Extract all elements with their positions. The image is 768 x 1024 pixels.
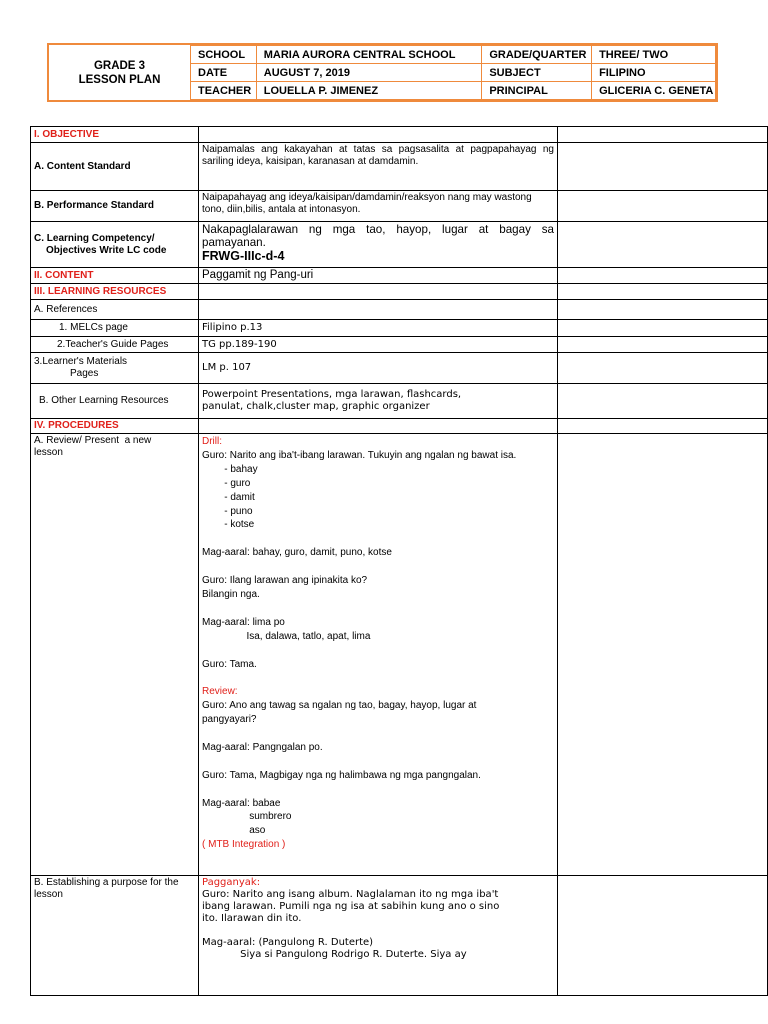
empty-cell — [558, 337, 768, 353]
empty-cell — [199, 284, 558, 300]
text-line: ito. Ilarawan din ito. — [202, 913, 302, 924]
content-standard-label: A. Content Standard — [31, 143, 199, 191]
grade-quarter-label: GRADE/QUARTER — [482, 46, 592, 64]
text-line — [202, 602, 554, 616]
table-row — [31, 222, 768, 268]
table-row — [31, 876, 768, 996]
review-label-line: A. Review/ Present a new — [34, 435, 152, 446]
table-row — [31, 434, 768, 876]
review-cell — [199, 434, 558, 876]
drill-label: Drill: — [202, 436, 222, 447]
text-line: - damit — [202, 491, 255, 503]
text-line: Mag-aaral: (Pangulong R. Duterte) — [202, 937, 374, 948]
empty-cell — [558, 320, 768, 337]
lc-code: FRWG-IIIc-d-4 — [202, 249, 285, 263]
content-standard-text: Naipamalas ang kakayahan at tatas sa pagsasalita at pagpapahayag ng sariling ideya, kaisipan, karanasan at damdamin. — [199, 143, 558, 191]
text-line: Bilangin nga. — [202, 588, 260, 600]
table-row — [31, 353, 768, 384]
empty-cell — [558, 222, 768, 268]
text-line — [202, 925, 554, 937]
teacher-value: LOUELLA P. JIMENEZ — [256, 82, 482, 100]
review-heading: Review: — [202, 686, 238, 698]
header-row — [191, 46, 716, 64]
content-value: Paggamit ng Pang-uri — [199, 268, 558, 284]
table-row — [31, 419, 768, 434]
text-line: Siya si Pangulong Rodrigo R. Duterte. Siya ay — [202, 949, 467, 960]
text-line — [202, 644, 554, 658]
other-resources-line: panulat, chalk,cluster map, graphic organizer — [202, 401, 430, 412]
lm-label — [31, 353, 199, 384]
table-row — [31, 191, 768, 222]
table-row — [31, 143, 768, 191]
teacher-label: TEACHER — [191, 82, 257, 100]
principal-label: PRINCIPAL — [482, 82, 592, 100]
resources-heading: III. LEARNING RESOURCES — [31, 284, 199, 300]
other-resources-label: B. Other Learning Resources — [31, 384, 199, 419]
mtb-integration: ( MTB Integration ) — [202, 839, 286, 851]
text-line: - puno — [202, 505, 253, 517]
text-line: aso — [202, 825, 266, 837]
melcs-label: 1. MELCs page — [31, 320, 199, 337]
tg-label: 2.Teacher's Guide Pages — [31, 337, 199, 353]
empty-cell — [199, 127, 558, 143]
text-line: Mag-aaral: lima po — [202, 616, 285, 628]
competency-label-line: C. Learning Competency/ — [34, 232, 155, 244]
competency-label-line: Objectives Write LC code — [46, 244, 167, 256]
performance-standard-label: B. Performance Standard — [31, 191, 199, 222]
text-line: Guro: Tama, Magbigay nga ng halimbawa ng mga pangngalan. — [202, 769, 481, 781]
header-info-table — [190, 45, 716, 100]
text-line: Mag-aaral: bahay, guro, damit, puno, kotse — [202, 547, 392, 559]
objective-heading: I. OBJECTIVE — [31, 127, 199, 143]
review-label-line: lesson — [34, 447, 63, 458]
lesson-plan-header — [47, 43, 718, 102]
date-value: AUGUST 7, 2019 — [256, 64, 482, 82]
empty-cell — [558, 143, 768, 191]
review-label — [31, 434, 199, 876]
empty-cell — [558, 419, 768, 434]
text-line: Mag-aaral: Pangngalan po. — [202, 741, 323, 753]
text-line: ibang larawan. Pumili nga ng isa at sabihin kung ano o sino — [202, 901, 500, 912]
text-line — [202, 560, 554, 574]
empty-cell — [558, 191, 768, 222]
other-resources-line: Powerpoint Presentations, mga larawan, flashcards, — [202, 389, 462, 400]
header-row — [191, 82, 716, 100]
empty-cell — [199, 300, 558, 320]
competency-label — [31, 222, 199, 268]
empty-cell — [558, 284, 768, 300]
grade-title — [49, 45, 190, 100]
table-row — [31, 268, 768, 284]
empty-cell — [558, 300, 768, 320]
text-line: Isa, dalawa, tatlo, apat, lima — [202, 630, 371, 642]
purpose-label-line: lesson — [34, 889, 63, 900]
text-line: Guro: Ilang larawan ang ipinakita ko? — [202, 575, 368, 587]
school-value: MARIA AURORA CENTRAL SCHOOL — [256, 46, 482, 64]
other-resources-value — [199, 384, 558, 419]
competency-text: Nakapaglalarawan ng mga tao, hayop, lugar at bagay sa pamayanan. — [202, 223, 554, 249]
procedures-heading: IV. PROCEDURES — [31, 419, 199, 434]
text-line: sumbrero — [202, 811, 292, 823]
table-row — [31, 384, 768, 419]
table-row — [31, 284, 768, 300]
table-row — [31, 127, 768, 143]
text-line — [202, 671, 554, 685]
empty-cell — [199, 419, 558, 434]
empty-cell — [558, 384, 768, 419]
empty-cell — [558, 127, 768, 143]
text-line — [202, 727, 554, 741]
text-line: Guro: Narito ang iba't-ibang larawan. Tukuyin ang ngalan ng bawat isa. — [202, 449, 517, 461]
text-line: pangyayari? — [202, 714, 257, 726]
content-heading: II. CONTENT — [31, 268, 199, 284]
empty-cell — [558, 353, 768, 384]
text-line: Guro: Ano ang tawag sa ngalan ng tao, bagay, hayop, lugar at — [202, 700, 477, 712]
table-row — [31, 300, 768, 320]
table-row — [31, 337, 768, 353]
text-line: Guro: Narito ang isang album. Naglalaman ito ng mga iba't — [202, 889, 499, 900]
lesson-plan-table — [30, 126, 768, 996]
purpose-label — [31, 876, 199, 996]
text-line: - kotse — [202, 519, 255, 531]
text-line — [202, 755, 554, 769]
references-label: A. References — [31, 300, 199, 320]
empty-cell — [558, 434, 768, 876]
competency-cell — [199, 222, 558, 268]
text-line — [202, 532, 554, 546]
tg-value: TG pp.189-190 — [199, 337, 558, 353]
text-line: Guro: Tama. — [202, 658, 257, 670]
text-line: - bahay — [202, 463, 258, 475]
principal-value: GLICERIA C. GENETA — [592, 82, 716, 100]
empty-cell — [558, 268, 768, 284]
empty-cell — [558, 876, 768, 996]
purpose-cell — [199, 876, 558, 996]
date-label: DATE — [191, 64, 257, 82]
grade-label: GRADE 3 — [93, 59, 146, 72]
lm-label-line: Pages — [70, 368, 99, 379]
performance-standard-text: Naipapahayag ang ideya/kaisipan/damdamin/reaksyon nang may wastong tono, diin,bilis, antala at intonasyon. — [199, 191, 558, 222]
lm-value: LM p. 107 — [199, 353, 558, 384]
text-line: Mag-aaral: babae — [202, 797, 281, 809]
header-row — [191, 64, 716, 82]
purpose-label-line: B. Establishing a purpose for the — [34, 877, 179, 888]
subject-label: SUBJECT — [482, 64, 592, 82]
pagganyak-label: Pagganyak: — [202, 877, 261, 888]
school-label: SCHOOL — [191, 46, 257, 64]
grade-quarter-value: THREE/ TWO — [592, 46, 716, 64]
melcs-value: Filipino p.13 — [199, 320, 558, 337]
text-line — [202, 783, 554, 797]
lm-label-line: 3.Learner's Materials — [34, 356, 128, 367]
lesson-plan-label: LESSON PLAN — [78, 73, 161, 86]
table-row — [31, 320, 768, 337]
subject-value: FILIPINO — [592, 64, 716, 82]
text-line: - guro — [202, 477, 251, 489]
